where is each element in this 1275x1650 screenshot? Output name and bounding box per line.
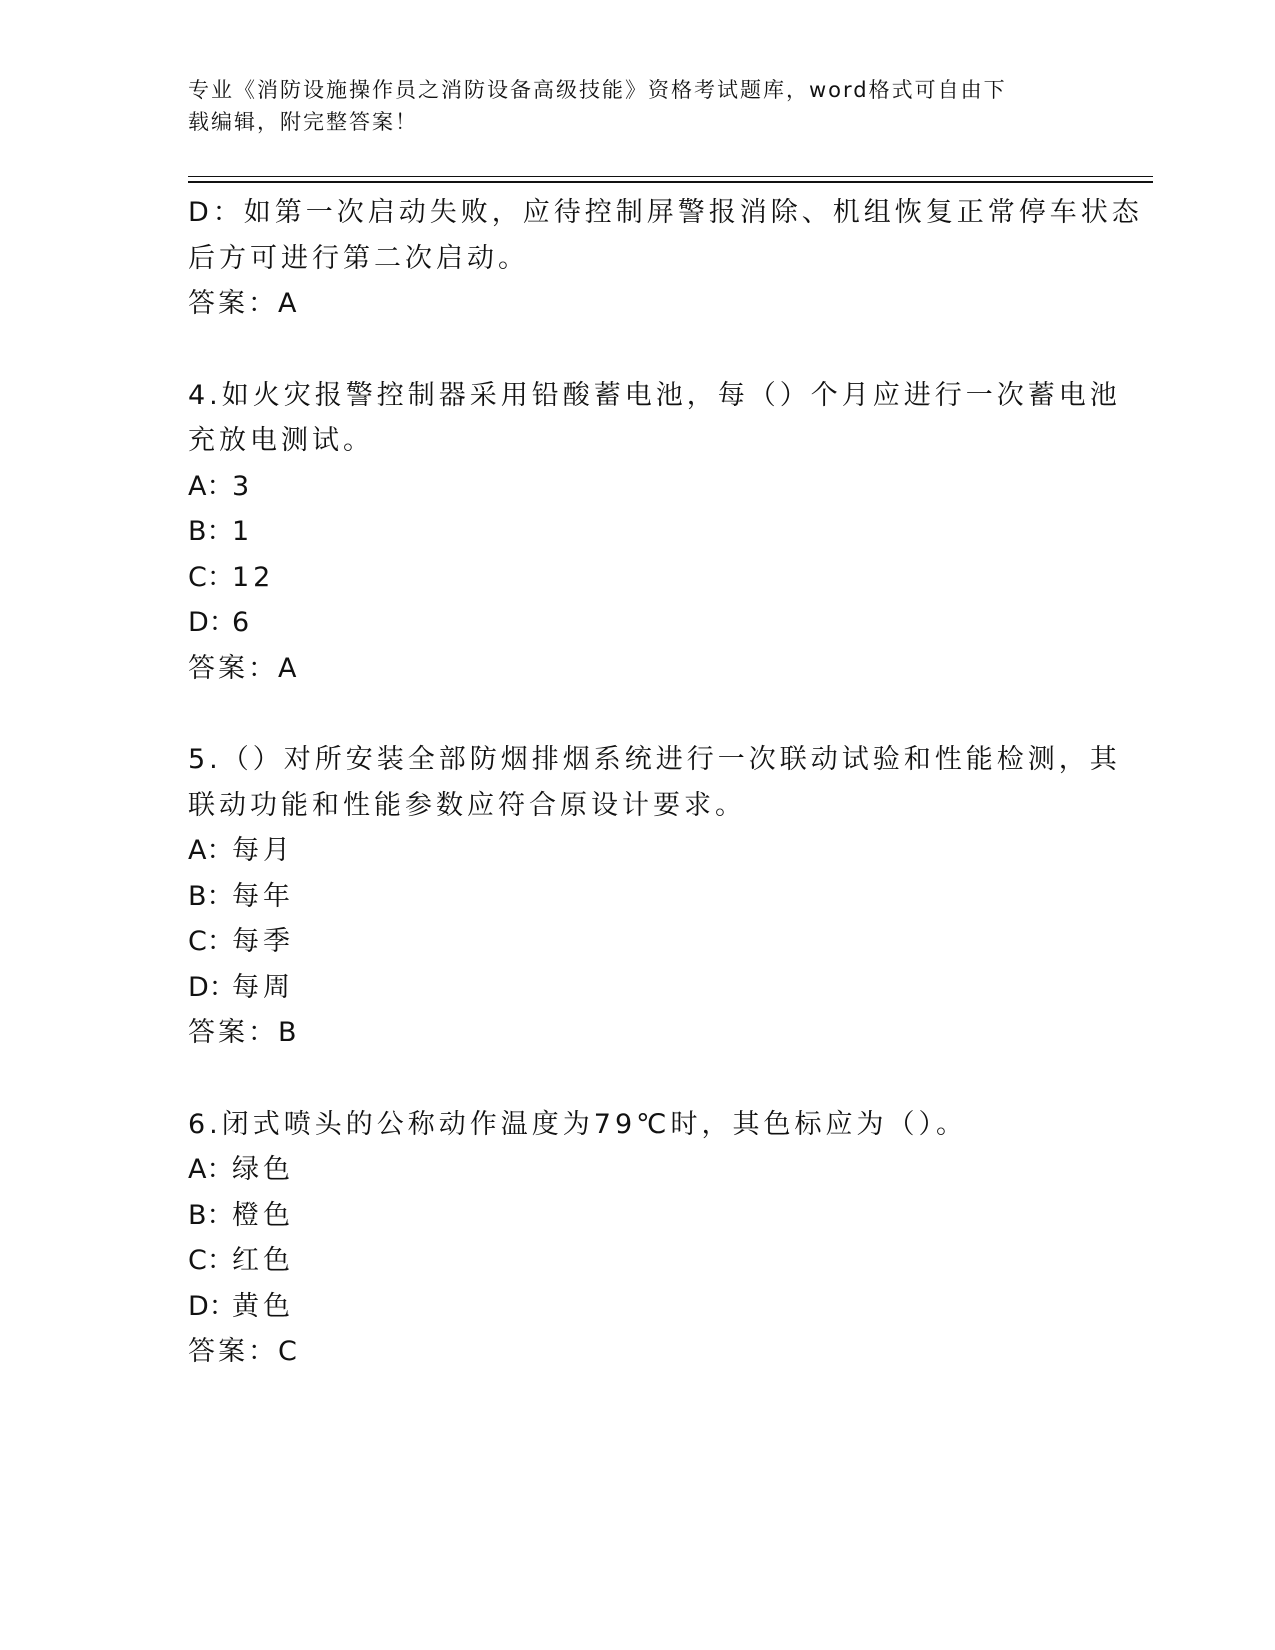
option-a bbox=[188, 828, 1088, 874]
option-letter: A： bbox=[188, 835, 234, 866]
option-letter: C： bbox=[188, 1245, 234, 1276]
option-letter: A： bbox=[188, 1154, 234, 1185]
answer-line: 答案：A bbox=[188, 288, 300, 319]
option-letter: D： bbox=[188, 1290, 236, 1322]
option-text: 12 bbox=[232, 561, 275, 593]
question-stem-line-2: 充放电测试。 bbox=[188, 425, 374, 456]
option-a bbox=[188, 1147, 1088, 1193]
option-d bbox=[188, 1284, 1088, 1330]
option-letter: D： bbox=[188, 607, 236, 638]
question-stem-line-2: 联动功能和性能参数应符合原设计要求。 bbox=[188, 789, 746, 821]
spacer bbox=[188, 1056, 1088, 1102]
option-b bbox=[188, 509, 1088, 555]
answer-line: 答案：C bbox=[188, 1336, 300, 1367]
question-5 bbox=[188, 737, 1121, 1056]
option-letter: C： bbox=[188, 926, 234, 957]
answer-line: 答案：B bbox=[188, 1017, 300, 1048]
option-letter: D： bbox=[188, 971, 236, 1003]
header-divider-thick bbox=[188, 181, 1153, 183]
header-line-2: 载编辑，附完整答案！ bbox=[188, 110, 418, 134]
previous-question-tail bbox=[188, 190, 1143, 327]
option-c bbox=[188, 555, 1088, 601]
option-text: 每周 bbox=[232, 971, 294, 1003]
question-stem-line-1: 6.闭式喷头的公称动作温度为79℃时，其色标应为（）。 bbox=[188, 1108, 967, 1140]
header-divider-thin bbox=[188, 176, 1153, 177]
option-text: 红色 bbox=[232, 1245, 294, 1276]
option-letter: C： bbox=[188, 561, 234, 593]
spacer bbox=[188, 327, 1088, 373]
question-4 bbox=[188, 373, 1121, 692]
question-6 bbox=[188, 1102, 1088, 1375]
option-text: 3 bbox=[232, 470, 254, 502]
spacer bbox=[188, 691, 1088, 737]
option-text: 橙色 bbox=[232, 1199, 294, 1231]
option-text: 6 bbox=[232, 607, 254, 638]
option-text: 绿色 bbox=[232, 1154, 294, 1185]
option-b bbox=[188, 1193, 1088, 1239]
document-header bbox=[188, 74, 1088, 138]
option-letter: B： bbox=[188, 1199, 234, 1231]
option-d-line-1: D：如第一次启动失败，应待控制屏警报消除、机组恢复正常停车状态 bbox=[188, 197, 1143, 228]
option-d-line-2: 后方可进行第二次启动。 bbox=[188, 242, 529, 274]
option-c bbox=[188, 919, 1088, 965]
option-d bbox=[188, 600, 1088, 646]
option-text: 每月 bbox=[232, 835, 294, 866]
option-letter: B： bbox=[188, 880, 234, 912]
option-text: 每季 bbox=[232, 926, 294, 957]
option-text: 黄色 bbox=[232, 1290, 294, 1322]
option-text: 每年 bbox=[232, 880, 294, 912]
option-d bbox=[188, 965, 1088, 1011]
option-c bbox=[188, 1238, 1088, 1284]
option-a bbox=[188, 464, 1088, 510]
answer-line: 答案：A bbox=[188, 652, 300, 684]
question-content bbox=[188, 190, 1143, 1375]
question-stem-line-1: 5.（）对所安装全部防烟排烟系统进行一次联动试验和性能检测，其 bbox=[188, 744, 1121, 775]
header-line-1: 专业《消防设施操作员之消防设备高级技能》资格考试题库，word格式可自由下 bbox=[188, 78, 1007, 102]
option-b bbox=[188, 874, 1088, 920]
question-stem-line-1: 4.如火灾报警控制器采用铅酸蓄电池，每（）个月应进行一次蓄电池 bbox=[188, 379, 1121, 411]
option-text: 1 bbox=[232, 516, 254, 547]
option-letter: B： bbox=[188, 516, 234, 547]
option-letter: A： bbox=[188, 470, 234, 502]
